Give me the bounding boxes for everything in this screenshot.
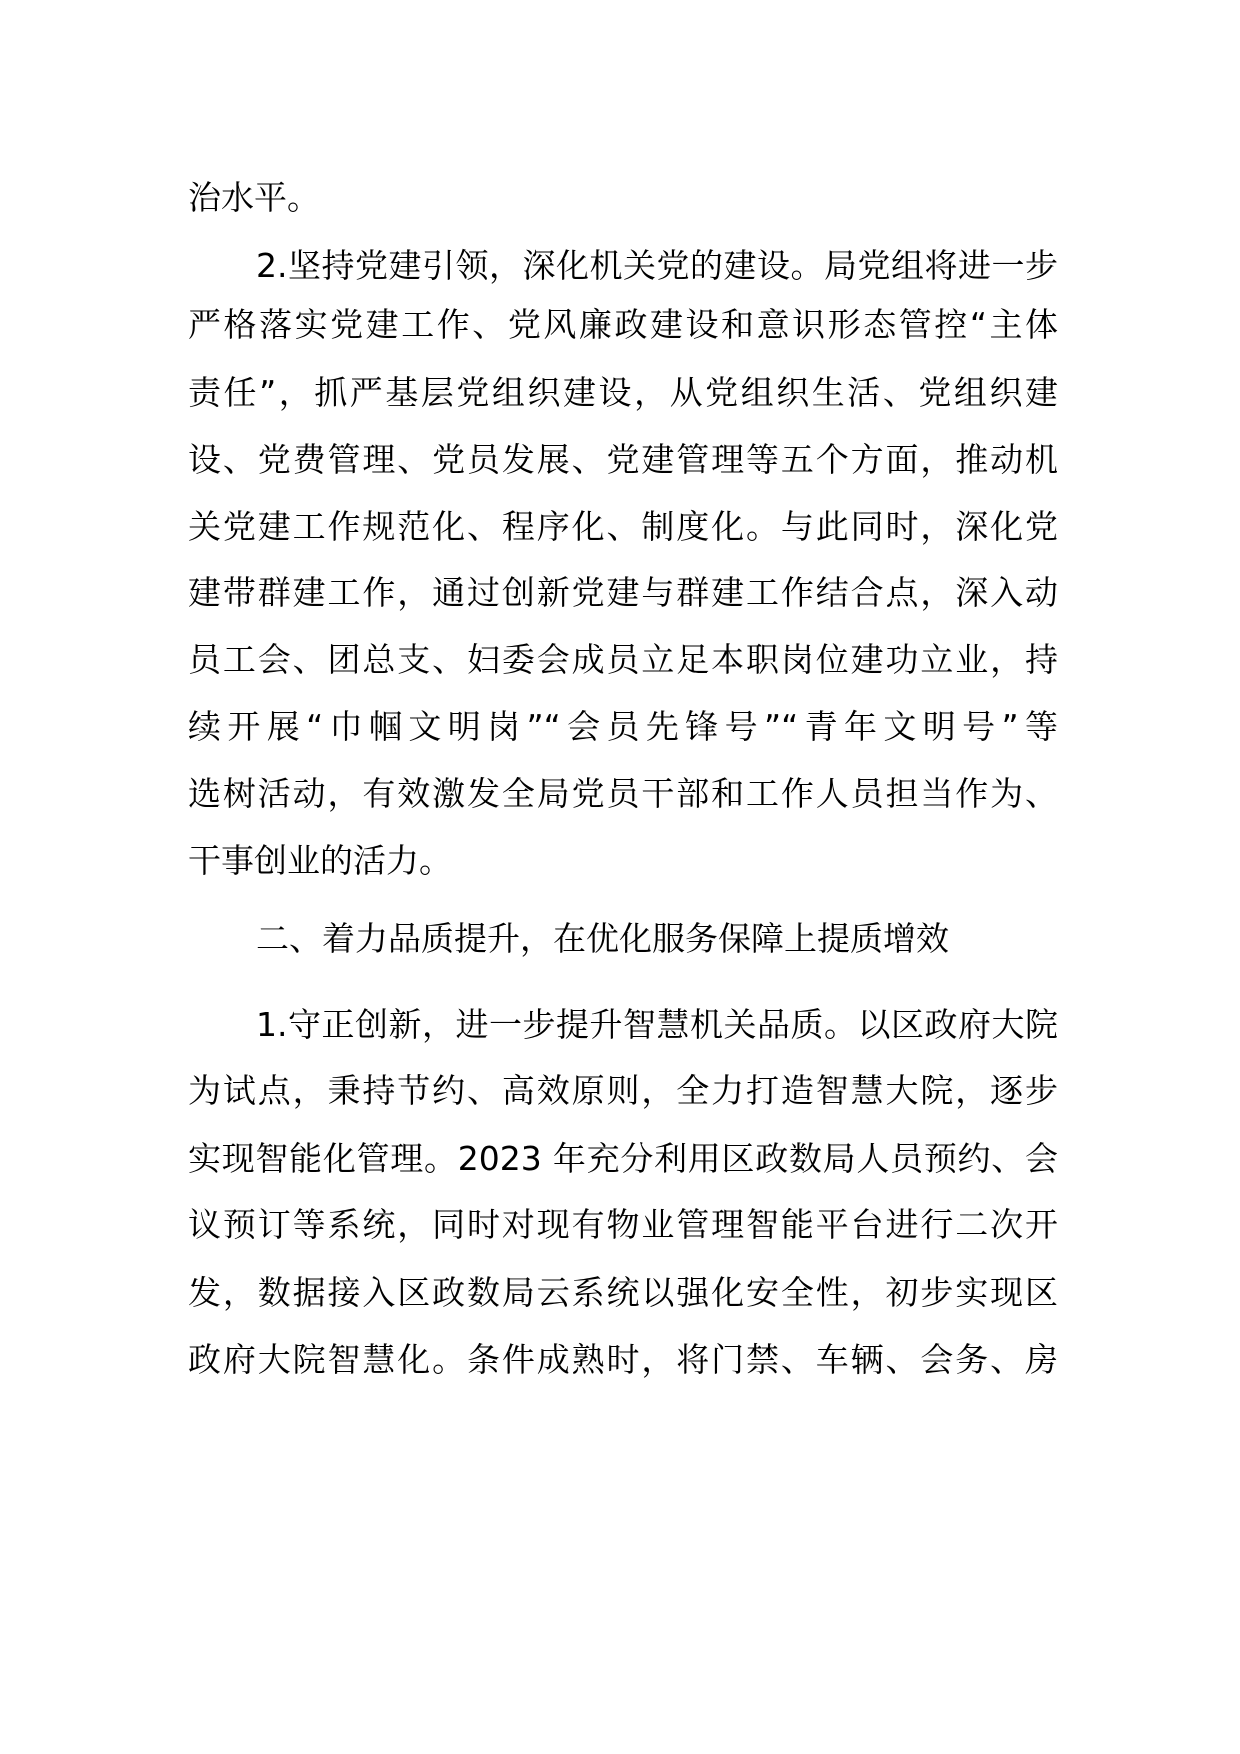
paragraph-heading-line: 1.守正创新，进一步提升智慧机关品质。以区政府大院 bbox=[256, 1005, 1058, 1044]
text-line: 为试点，秉持节约、高效原则，全力打造智慧大院，逐步 bbox=[188, 1071, 1058, 1110]
text-line: 关党建工作规范化、程序化、制度化。与此同时，深化党 bbox=[188, 507, 1058, 546]
paragraph-heading-line: 2.坚持党建引领，深化机关党的建设。局党组将进一步 bbox=[256, 246, 1058, 285]
text-line: 实现智能化管理。2023 年充分利用区政数局人员预约、会 bbox=[188, 1139, 1058, 1178]
text-line: 干事创业的活力。 bbox=[188, 841, 452, 880]
text-line: 严格落实党建工作、党风廉政建设和意识形态管控“主体 bbox=[188, 305, 1058, 344]
text-line: 续开展“巾帼文明岗”“会员先锋号”“青年文明号”等 bbox=[188, 707, 1058, 746]
text-line: 责任”，抓严基层党组织建设，从党组织生活、党组织建 bbox=[188, 373, 1058, 412]
text-line: 治水平。 bbox=[188, 178, 320, 217]
text-line: 议预订等系统，同时对现有物业管理智能平台进行二次开 bbox=[188, 1205, 1058, 1244]
text-line: 员工会、团总支、妇委会成员立足本职岗位建功立业，持 bbox=[188, 640, 1058, 679]
text-line: 发，数据接入区政数局云系统以强化安全性，初步实现区 bbox=[188, 1273, 1058, 1312]
text-line: 建带群建工作，通过创新党建与群建工作结合点，深入动 bbox=[188, 573, 1058, 612]
text-line: 设、党费管理、党员发展、党建管理等五个方面，推动机 bbox=[188, 440, 1058, 479]
section-heading: 二、着力品质提升，在优化服务保障上提质增效 bbox=[256, 919, 949, 958]
text-line: 选树活动，有效激发全局党员干部和工作人员担当作为、 bbox=[188, 774, 1058, 813]
text-line: 政府大院智慧化。条件成熟时，将门禁、车辆、会务、房 bbox=[188, 1340, 1058, 1379]
